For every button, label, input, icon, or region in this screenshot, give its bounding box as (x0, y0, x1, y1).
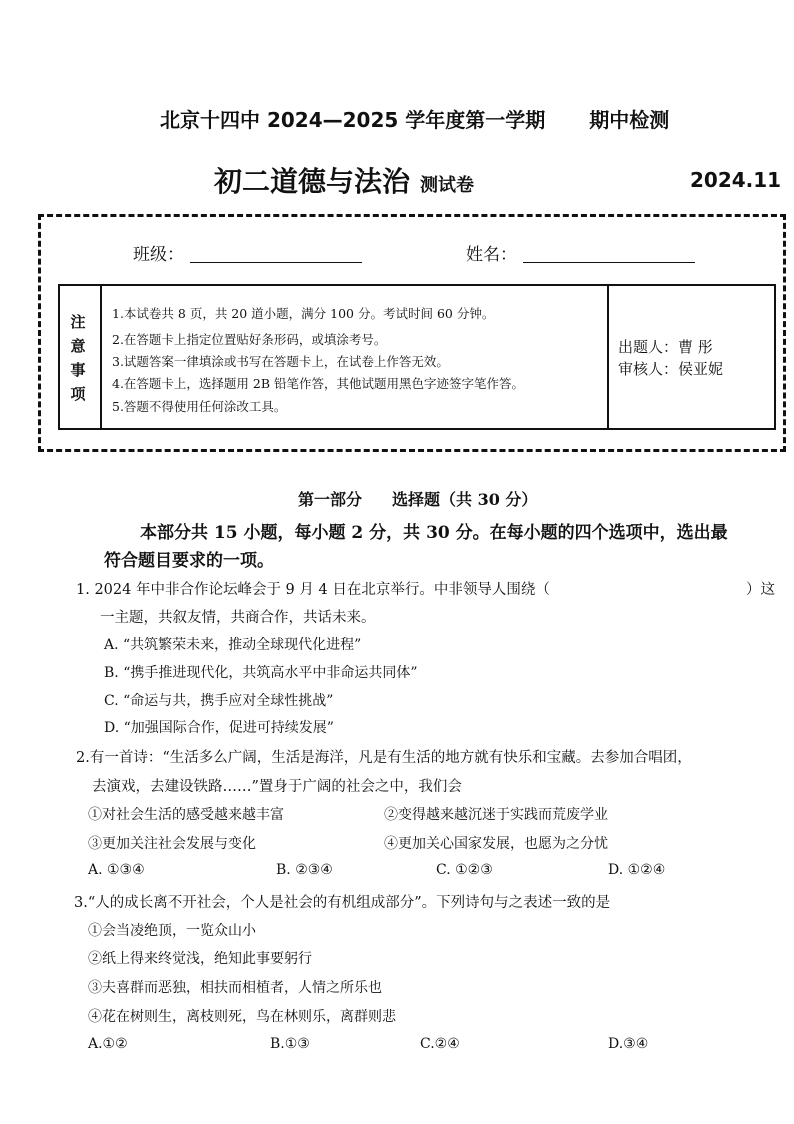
statement: ④花在树则生，离枝则死，鸟在林则乐，离群则悲 (88, 1009, 396, 1025)
section-intro: 符合题目要求的一项。 (104, 551, 274, 571)
notice-divider (607, 285, 609, 429)
statement: ④更加关心国家发展，也愿为之分忧 (384, 836, 608, 852)
notice-rule: 4.在答题卡上，选择题用 2B 铅笔作答，其他试题用黑色字迹签字笔作答。 (112, 376, 525, 391)
exam-type: 期中检测 (589, 108, 670, 132)
answer-option: C. “命运与共，携手应对全球性挑战” (104, 693, 334, 709)
reviewer-label: 审核人：侯亚妮 (618, 360, 724, 378)
notice-divider (100, 285, 102, 429)
answer-option: B.①③ (270, 1036, 310, 1052)
notice-rule: 1.本试卷共 8 页，共 20 道小题，满分 100 分。考试时间 60 分钟。 (112, 306, 495, 321)
school-term: 北京十四中 2024—2025 学年度第一学期 (160, 108, 546, 132)
answer-option: A. “共筑繁荣未来，推动全球现代化进程” (104, 637, 362, 653)
statement: ①会当凌绝顶，一览众山小 (88, 923, 256, 939)
statement: ①对社会生活的感受越来越丰富 (88, 807, 284, 823)
exam-header (160, 104, 669, 133)
notice-heading: 注意事项 (70, 313, 86, 403)
question-stem: 去演戏，去建设铁路……”置身于广阔的社会之中，我们会 (92, 779, 462, 795)
question-stem: 1. 2024 年中非合作论坛峰会于 9 月 4 日在北京举行。中非领导人围绕（ (76, 582, 550, 598)
answer-option: B. ②③④ (276, 862, 333, 878)
notice-rule: 2.在答题卡上指定位置贴好条形码，或填涂考号。 (112, 332, 387, 347)
section-name: 选择题（共 30 分） (392, 490, 538, 509)
answer-option: D. ①②④ (608, 862, 666, 878)
section-intro: 本部分共 15 小题，每小题 2 分，共 30 分。在每小题的四个选项中，选出最 (140, 523, 728, 543)
question-stem: ）这 (746, 582, 775, 598)
answer-option: A. ①③④ (88, 862, 145, 878)
question-stem: 2.有一首诗：“生活多么广阔，生活是海洋，凡是有生活的地方就有快乐和宝藏。去参加合唱团， (76, 750, 692, 766)
subject-title (214, 160, 474, 200)
class-fill-line (190, 262, 362, 263)
class-label: 班级： (133, 245, 184, 265)
exam-date: 2024.11 (690, 168, 782, 192)
statement: ③更加关注社会发展与变化 (88, 836, 256, 852)
name-fill-line (523, 262, 695, 263)
statement: ②变得越来越沉迷于实践而荒废学业 (384, 807, 608, 823)
subject-name: 初二道德与法治 (214, 165, 411, 198)
name-label: 姓名： (466, 245, 517, 265)
statement: ②纸上得来终觉浅，绝知此事要躬行 (88, 951, 312, 967)
paper-type: 测试卷 (420, 175, 475, 196)
answer-option: C.②④ (420, 1036, 460, 1052)
answer-option: C. ①②③ (436, 862, 493, 878)
question-stem: 3.“人的成长离不开社会，个人是社会的有机组成部分”。下列诗句与之表述一致的是 (74, 895, 611, 911)
notice-rule: 3.试题答案一律填涂或书写在答题卡上，在试卷上作答无效。 (112, 354, 449, 369)
answer-option: D. “加强国际合作，促进可持续发展” (104, 720, 334, 736)
setter-label: 出题人：曹 彤 (618, 338, 713, 356)
section-part: 第一部分 (298, 490, 363, 509)
notice-rule: 5.答题不得使用任何涂改工具。 (112, 399, 287, 414)
statement: ③夫喜群而恶独，相扶而相植者，人情之所乐也 (88, 980, 382, 996)
answer-option: B. “携手推进现代化，共筑高水平中非命运共同体” (104, 665, 418, 681)
answer-option: D.③④ (608, 1036, 649, 1052)
section-title (298, 487, 537, 510)
answer-option: A.①② (88, 1036, 128, 1052)
question-stem: 一主题，共叙友情，共商合作，共话未来。 (100, 610, 376, 626)
